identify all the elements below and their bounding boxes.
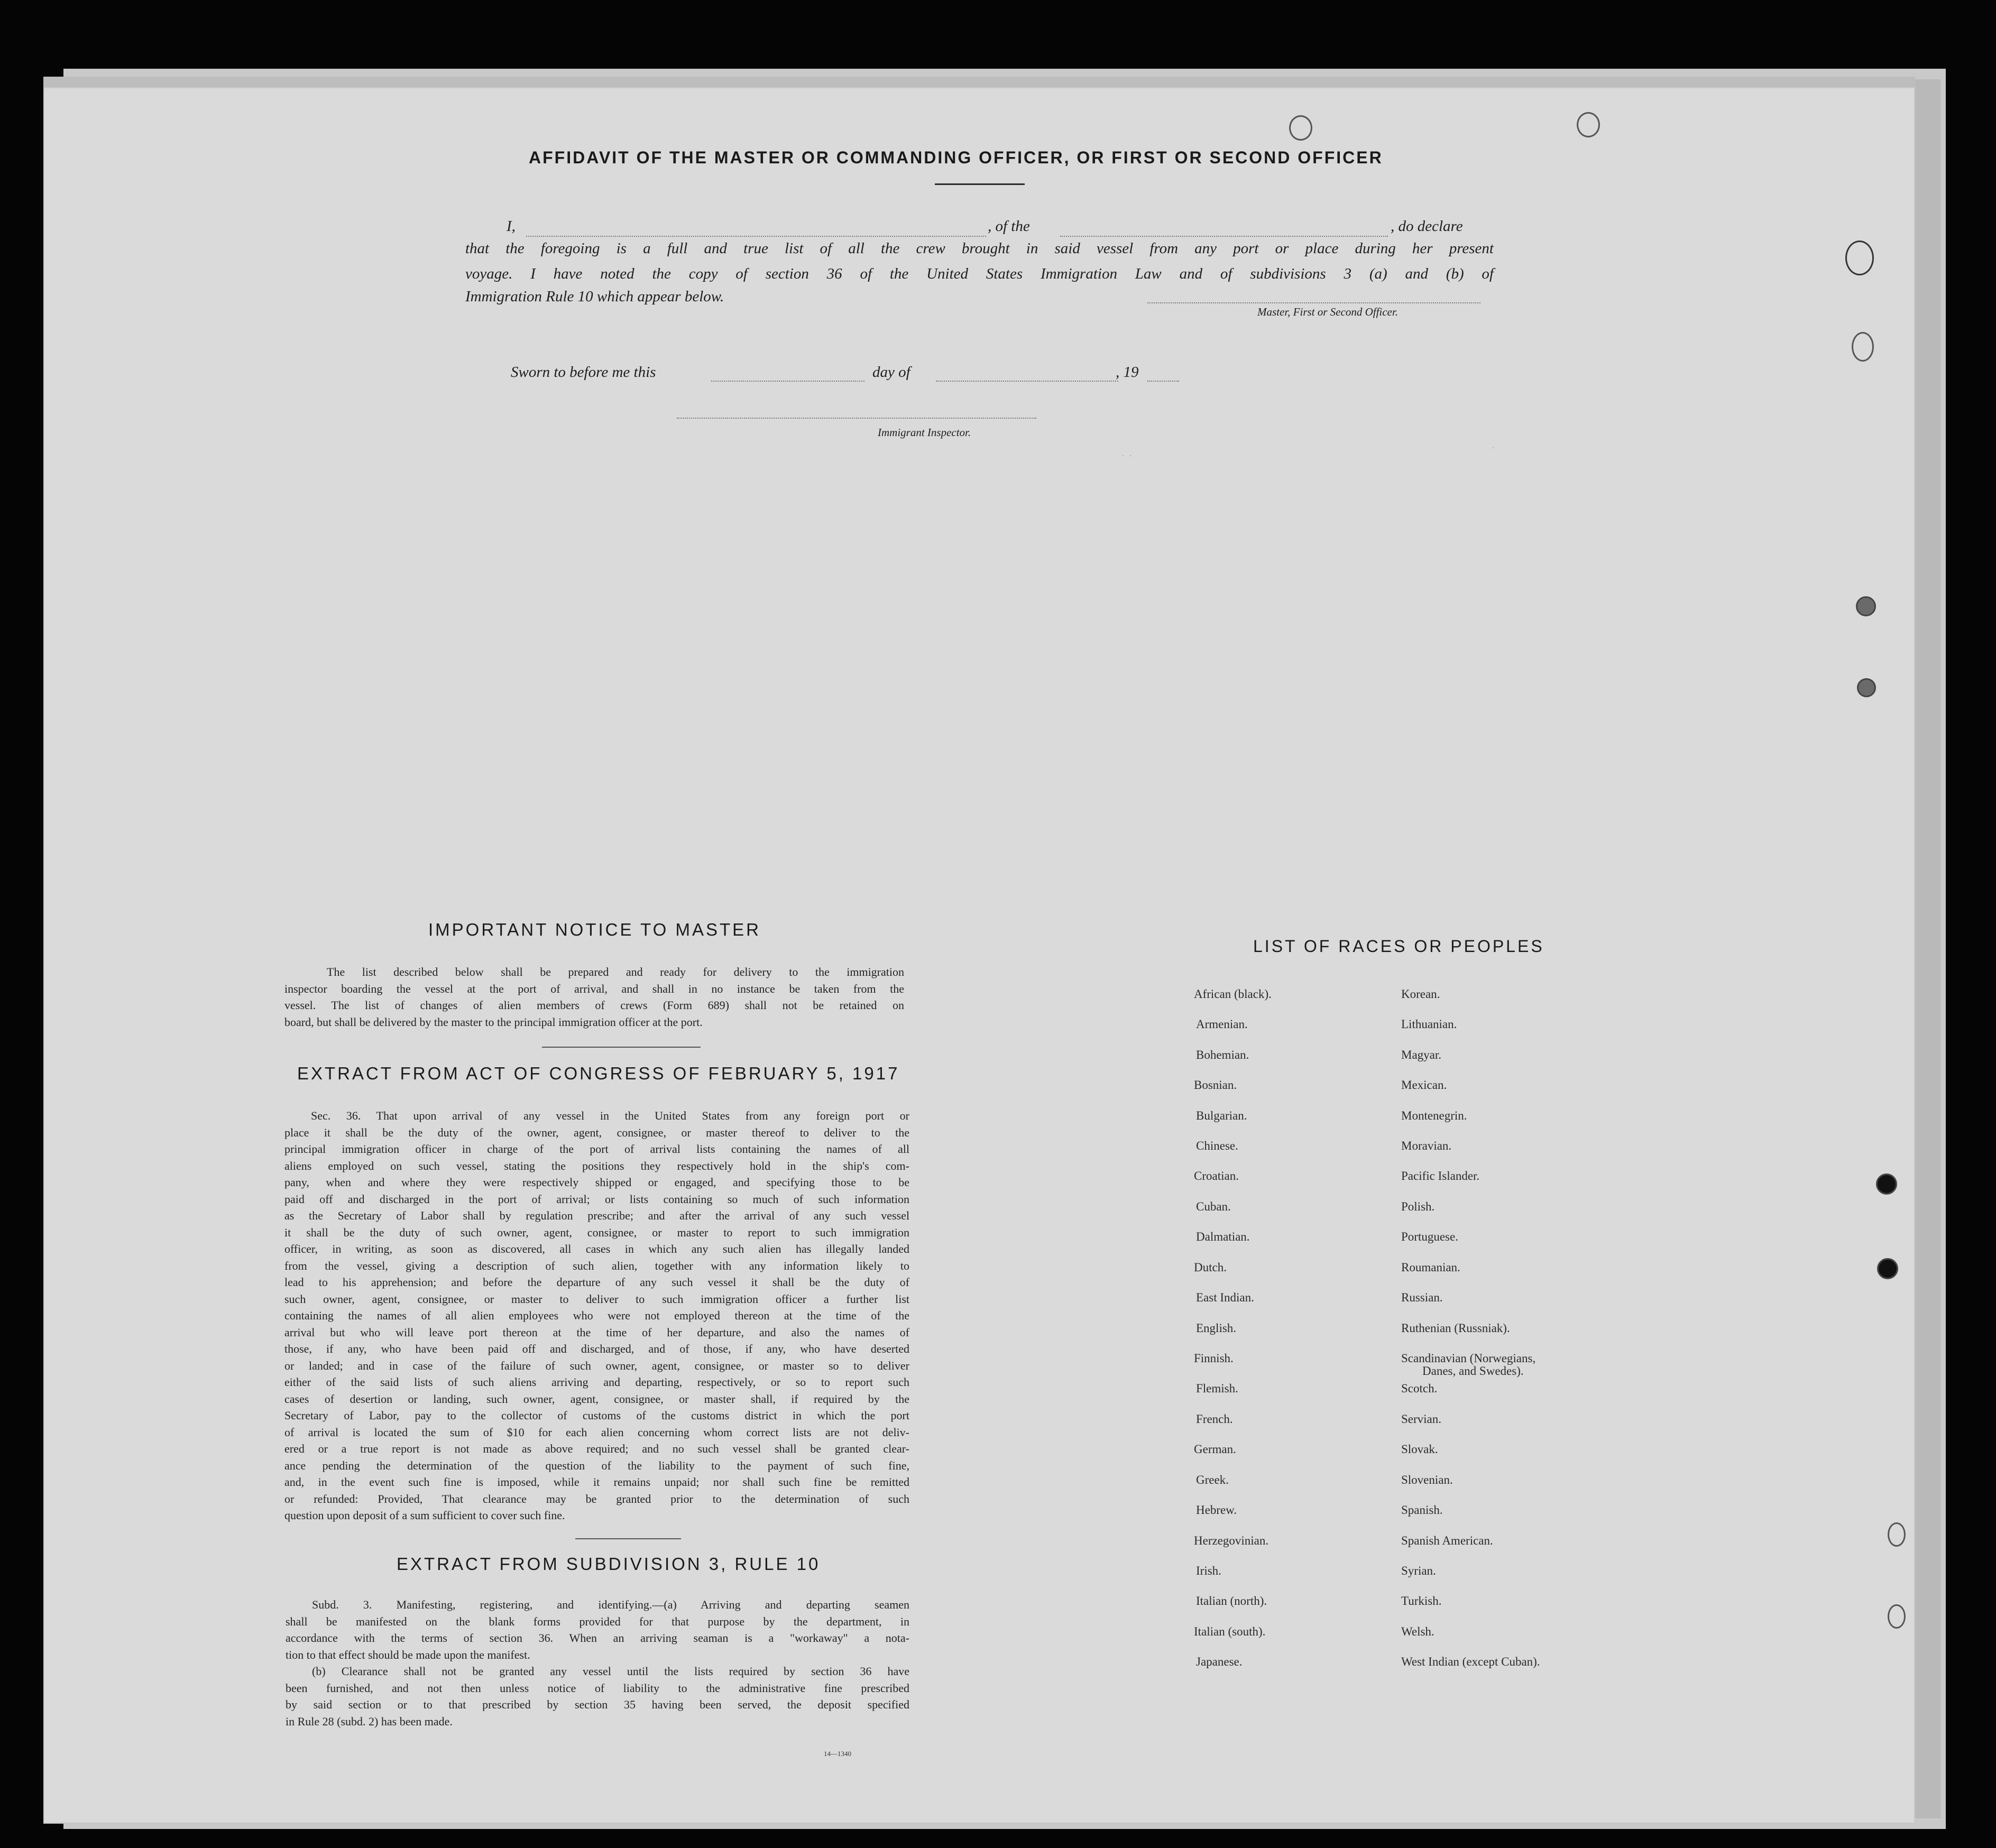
extract-line: lead to his apprehension; and before the departure of any such vessel it shall be the duty of: [284, 1276, 909, 1289]
punch-hole: [1877, 1258, 1898, 1279]
notice-line: The list described below shall be prepared and ready for delivery to the immigration: [327, 965, 904, 978]
rule-extract-heading: EXTRACT FROM SUBDIVISION 3, RULE 10: [397, 1554, 821, 1574]
race-item: Dutch.: [1194, 1261, 1227, 1274]
punch-hole: [1289, 115, 1312, 141]
sworn-year-line: [1147, 381, 1179, 382]
race-item: Slovak.: [1401, 1443, 1438, 1456]
affidavit-line4: Immigration Rule 10 which appear below.: [465, 288, 724, 305]
extract-line: pany, when and where they were respectively shipped or engaged, and specifying those to be: [284, 1176, 909, 1189]
race-item: Bulgarian.: [1196, 1109, 1247, 1122]
extract-line: cases of desertion or landing, such owner, agent, consignee, or master shall, if required by the: [284, 1392, 909, 1406]
race-item: Roumanian.: [1401, 1261, 1460, 1274]
affidavit-do-declare: , do declare: [1391, 218, 1463, 235]
section-divider: [542, 1047, 701, 1048]
extract-line: ered or a true report is not made as above required; and no such vessel shall be granted clear-: [284, 1442, 909, 1455]
race-item: Lithuanian.: [1401, 1018, 1457, 1031]
act-extract-text: [284, 1107, 909, 1524]
extract-line: in Rule 28 (subd. 2) has been made.: [286, 1714, 453, 1728]
race-item: Bosnian.: [1194, 1078, 1237, 1092]
bleed-through-mark: ·: [1491, 441, 1495, 455]
extract-line: shall be manifested on the blank forms provided for that purpose by the department, in: [286, 1614, 909, 1628]
sworn-text: Sworn to before me this: [511, 364, 656, 381]
binder-ring: [1845, 241, 1874, 275]
paper-top-edge: [43, 77, 1915, 88]
affidavit-i: I,: [507, 218, 516, 235]
race-item: Scotch.: [1401, 1382, 1438, 1395]
race-item: Chinese.: [1196, 1139, 1238, 1152]
affidavit-of-the: , of the: [988, 218, 1030, 235]
act-extract-heading: EXTRACT FROM ACT OF CONGRESS OF FEBRUARY 5, 1917: [297, 1064, 900, 1083]
vessel-name-line: [1060, 236, 1388, 237]
race-item: Spanish American.: [1401, 1534, 1493, 1547]
race-item: Italian (south).: [1194, 1625, 1266, 1638]
race-item: Servian.: [1401, 1412, 1442, 1426]
race-item: Flemish.: [1196, 1382, 1238, 1395]
race-item: Dalmatian.: [1196, 1230, 1250, 1243]
inspector-signature-line: [677, 418, 1036, 419]
race-item: Polish.: [1401, 1200, 1435, 1213]
punch-hole: [1888, 1604, 1906, 1629]
extract-line: Secretary of Labor, pay to the collector of customs of the customs district in which the port: [284, 1409, 909, 1422]
race-item: East Indian.: [1196, 1291, 1254, 1304]
extract-line: (b) Clearance shall not be granted any vessel until the lists required by section 36 have: [312, 1665, 909, 1678]
punch-hole: [1577, 112, 1600, 137]
punch-hole: [1888, 1522, 1906, 1547]
race-item: Cuban.: [1196, 1200, 1231, 1213]
extract-line: ance pending the determination of the question of the liability to the payment of such fine,: [284, 1458, 909, 1472]
extract-line: principal immigration officer in charge of the port of arrival lists containing the names of all: [284, 1142, 909, 1156]
race-item: Scandinavian (Norwegians,: [1401, 1352, 1536, 1365]
race-item: Moravian.: [1401, 1139, 1452, 1152]
extract-line: paid off and discharged in the port of arrival; or lists containing so much of such information: [284, 1192, 909, 1206]
races-heading: LIST OF RACES OR PEOPLES: [1253, 937, 1544, 956]
extract-line: those, if any, who have been paid off and discharged, and of those, if any, who have deserted: [284, 1342, 909, 1355]
extract-line: place it shall be the duty of the owner, agent, consignee, or master thereof to deliver to the: [284, 1125, 909, 1139]
notice-line: board, but shall be delivered by the master to the principal immigration officer at the port.: [284, 1015, 703, 1029]
extract-line: Subd. 3. Manifesting, registering, and identifying.—(a) Arriving and departing seamen: [312, 1598, 909, 1611]
race-item: Armenian.: [1196, 1018, 1248, 1031]
signature-caption: Master, First or Second Officer.: [1257, 306, 1398, 318]
bleed-through-mark: · ·: [1121, 449, 1133, 463]
race-item: Bohemian.: [1196, 1048, 1249, 1061]
race-item: Italian (north).: [1196, 1594, 1267, 1607]
extract-line: it shall be the duty of such owner, agent, consignee, or master to report to such immigration: [284, 1225, 909, 1239]
year-prefix: , 19: [1116, 364, 1139, 381]
heading-rule: [935, 183, 1025, 185]
form-page: [43, 87, 1915, 1824]
race-item: West Indian (except Cuban).: [1401, 1655, 1540, 1668]
race-item: Finnish.: [1194, 1352, 1234, 1365]
day-of-text: day of: [872, 364, 910, 381]
extract-line: or landed; and in case of the failure of such owner, agent, consignee, or master so to deliver: [284, 1359, 909, 1372]
race-item: Magyar.: [1401, 1048, 1442, 1061]
race-item: Spanish.: [1401, 1503, 1443, 1517]
extract-line: by said section or to that prescribed by section 35 having been served, the deposit specified: [286, 1698, 909, 1711]
race-item: Ruthenian (Russniak).: [1401, 1322, 1510, 1335]
race-item: French.: [1196, 1412, 1233, 1426]
race-item: English.: [1196, 1322, 1237, 1335]
extract-line: officer, in writing, as soon as discovered, all cases in which any such alien has illegally landed: [284, 1242, 909, 1255]
sworn-month-line: [936, 381, 1118, 382]
binder-ring: [1856, 596, 1876, 616]
extract-line: or refunded: Provided, That clearance may be granted prior to the determination of such: [284, 1492, 909, 1505]
extract-line: containing the names of all alien employees who were not employed thereon at the time of the: [284, 1309, 909, 1322]
section-divider: [575, 1538, 681, 1539]
race-item: Herzegovinian.: [1194, 1534, 1269, 1547]
affidavit-line3: voyage. I have noted the copy of section 36 of the United States Immigration Law and of subdivisions 3 (a) and (b) of: [465, 265, 1494, 282]
race-item: Welsh.: [1401, 1625, 1434, 1638]
race-item: Slovenian.: [1401, 1473, 1453, 1486]
rule-extract-text: [286, 1596, 909, 1730]
notice-text: [284, 964, 904, 1030]
affidavit-heading: AFFIDAVIT OF THE MASTER OR COMMANDING OFFICER, OR FIRST OR SECOND OFFICER: [529, 148, 1383, 167]
extract-line: from the vessel, giving a description of such alien, together with any information likely to: [284, 1259, 909, 1272]
binder-ring: [1852, 332, 1874, 362]
race-item: Croatian.: [1194, 1169, 1239, 1182]
extract-line: of arrival is located the sum of $10 for each alien concerning whom correct lists are not deliv-: [284, 1425, 909, 1439]
extract-line: and, in the event such fine is imposed, while it remains unpaid; nor shall such fine be remitted: [284, 1475, 909, 1489]
race-item: Danes, and Swedes).: [1422, 1364, 1524, 1378]
extract-line: accordance with the terms of section 36. When an arriving seaman is a "workaway" a nota-: [286, 1631, 909, 1644]
notice-heading: IMPORTANT NOTICE TO MASTER: [428, 920, 761, 939]
extract-line: aliens employed on such vessel, stating the positions they respectively hold in the ship's com-: [284, 1159, 909, 1172]
sworn-day-line: [711, 381, 864, 382]
extract-line: been furnished, and not then unless notice of liability to the administrative fine prescribed: [286, 1681, 909, 1695]
race-item: Hebrew.: [1196, 1503, 1237, 1517]
extract-line: as the Secretary of Labor shall by regulation prescribe; and after the arrival of any such vessel: [284, 1209, 909, 1222]
race-item: Mexican.: [1401, 1078, 1447, 1092]
signature-line: [1147, 302, 1480, 303]
race-item: Syrian.: [1401, 1564, 1436, 1577]
inspector-caption: Immigrant Inspector.: [878, 426, 971, 439]
extract-line: question upon deposit of a sum sufficient to cover such fine.: [284, 1509, 565, 1522]
extract-line: such owner, agent, consignee, or master to deliver to such immigration officer a further list: [284, 1292, 909, 1306]
extract-line: Sec. 36. That upon arrival of any vessel in the United States from any foreign port or: [311, 1109, 909, 1122]
notice-line: vessel. The list of changes of alien members of crews (Form 689) shall not be retained on: [284, 999, 904, 1012]
race-item: German.: [1194, 1443, 1236, 1456]
form-number: 14—1340: [824, 1750, 851, 1758]
officer-name-line: [526, 236, 986, 237]
race-item: Pacific Islander.: [1401, 1169, 1480, 1182]
race-item: Irish.: [1196, 1564, 1221, 1577]
extract-line: either of the said lists of such aliens arriving and departing, respectively, or so to report such: [284, 1375, 909, 1389]
affidavit-line2: that the foregoing is a full and true list of all the crew brought in said vessel from any port or place during her present: [465, 240, 1494, 257]
binder-ring: [1857, 678, 1876, 697]
extract-line: arrival but who will leave port thereon at the time of her departure, and also the names of: [284, 1325, 909, 1339]
race-item: Montenegrin.: [1401, 1109, 1467, 1122]
notice-line: inspector boarding the vessel at the port of arrival, and shall in no instance be taken from the: [284, 982, 904, 995]
race-item: Russian.: [1401, 1291, 1443, 1304]
punch-hole: [1876, 1174, 1897, 1195]
race-item: Portuguese.: [1401, 1230, 1458, 1243]
extract-line: tion to that effect should be made upon the manifest.: [286, 1648, 530, 1661]
race-item: Korean.: [1401, 987, 1440, 1001]
race-item: Greek.: [1196, 1473, 1229, 1486]
race-item: Japanese.: [1196, 1655, 1243, 1668]
race-item: African (black).: [1194, 987, 1272, 1001]
race-item: Turkish.: [1401, 1594, 1442, 1607]
